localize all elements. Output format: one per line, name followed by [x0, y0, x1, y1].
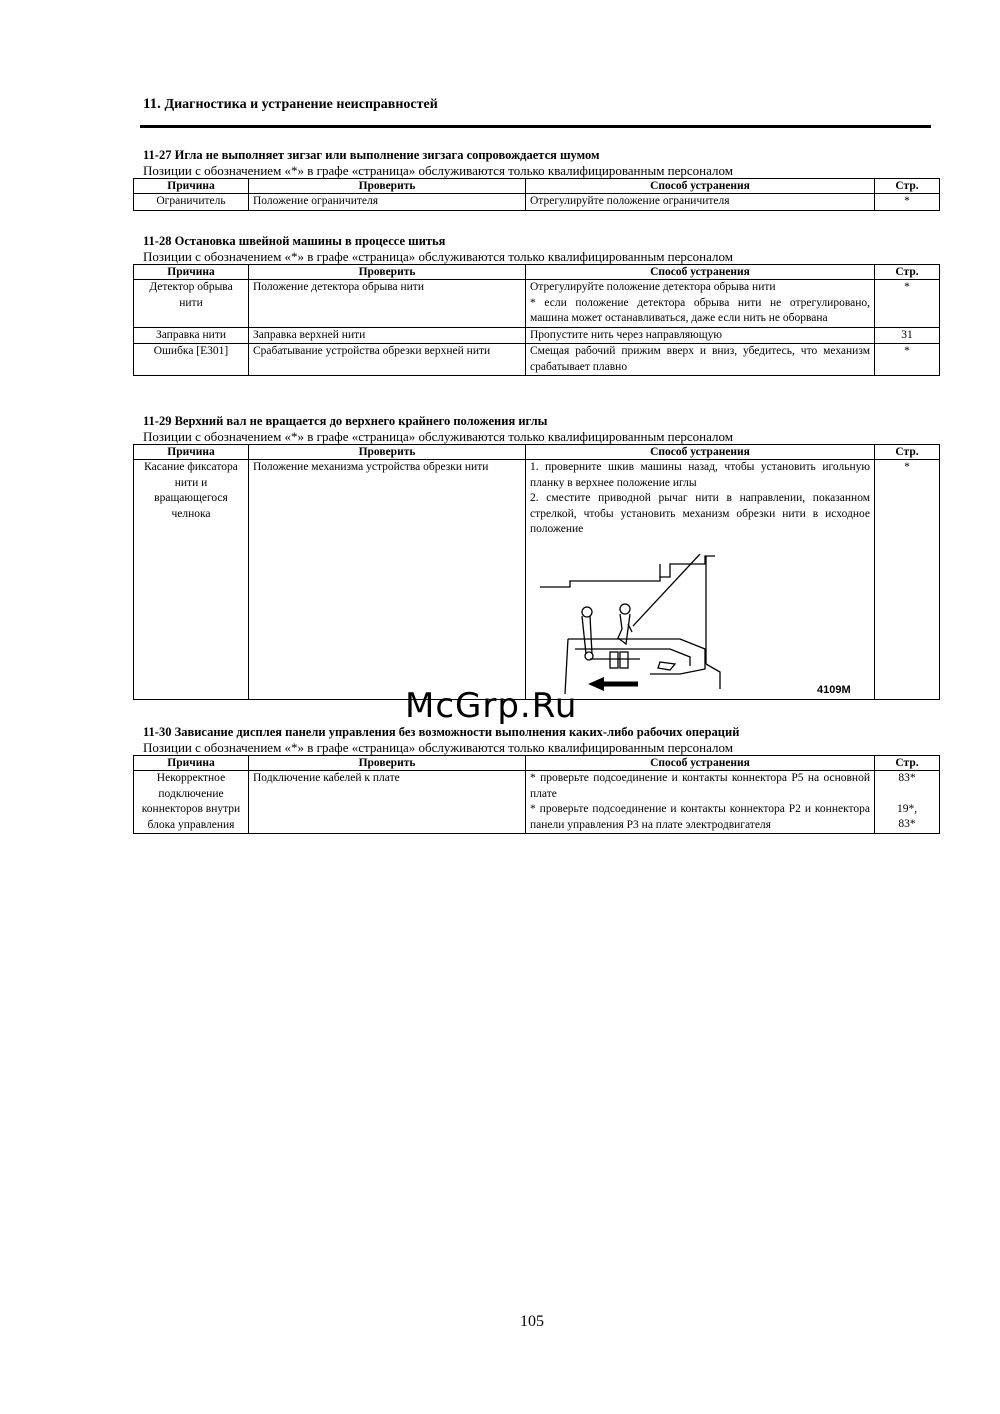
page-ref: 83* — [898, 818, 916, 830]
figure-label: 4109M — [817, 683, 851, 696]
table-row — [134, 460, 940, 700]
header-page: Стр. — [875, 265, 940, 280]
header-cause: Причина — [134, 756, 249, 771]
header-check: Проверить — [249, 445, 526, 460]
header-cause: Причина — [134, 445, 249, 460]
header-fix: Способ устранения — [526, 265, 875, 280]
section-11-30 — [133, 724, 939, 834]
table-header-row — [134, 265, 940, 280]
cause-cell: Заправка нити — [134, 327, 249, 344]
table-row — [134, 327, 940, 344]
page-cell: 31 — [875, 327, 940, 344]
chapter-heading — [143, 96, 438, 113]
header-page: Стр. — [875, 756, 940, 771]
section-11-29 — [133, 413, 939, 700]
fix-step: * проверьте подсоединение и контакты коннектора P2 и коннектора панели управления P3 на плате электродвигателя — [530, 803, 870, 831]
section-title: 11-30 Зависание дисплея панели управления без возможности выполнения каких-либо рабочих операций — [143, 725, 740, 739]
diagnostic-table — [133, 178, 940, 211]
header-check: Проверить — [249, 179, 526, 194]
fix-cell — [526, 771, 875, 834]
diagnostic-table — [133, 264, 940, 376]
chapter-title: Диагностика и устранение неисправностей — [164, 97, 438, 112]
header-page: Стр. — [875, 179, 940, 194]
section-title: 11-27 Игла не выполняет зигзаг или выполнение зигзага сопровождается шумом — [143, 148, 600, 162]
fix-cell — [526, 460, 875, 700]
page-cell: * — [875, 460, 940, 700]
section-note: Позиции с обозначением «*» в графе «страница» обслуживаются только квалифицированным персоналом — [143, 740, 733, 755]
header-cause: Причина — [134, 179, 249, 194]
table-row — [134, 344, 940, 376]
section-title: 11-28 Остановка швейной машины в процессе шитья — [143, 234, 446, 248]
fix-step: 2. сместите приводной рычаг нити в направлении, показанном стрелкой, чтобы установить механизм обрезки нити в исходное положение — [530, 492, 870, 535]
section-note: Позиции с обозначением «*» в графе «страница» обслуживаются только квалифицированным персоналом — [143, 429, 733, 444]
header-fix: Способ устранения — [526, 179, 875, 194]
check-cell: Положение детектора обрыва нити — [249, 280, 526, 328]
page-cell: * — [875, 194, 940, 211]
page-cell: * — [875, 344, 940, 376]
header-cause: Причина — [134, 265, 249, 280]
fix-step: * проверьте подсоединение и контакты коннектора P5 на основной плате — [530, 772, 870, 800]
fix-step: * если положение детектора обрыва нити не отрегулировано, машина может останавливаться, даже если нить не оборвана — [530, 296, 870, 324]
header-rule — [140, 125, 931, 128]
thread-trimmer-figure — [530, 554, 860, 699]
page-ref: 19*, — [896, 802, 918, 815]
table-header-row — [134, 179, 940, 194]
table-header-row — [134, 445, 940, 460]
cause-cell: Ошибка [E301] — [134, 344, 249, 376]
page-number: 105 — [520, 1313, 544, 1330]
check-cell: Заправка верхней нити — [249, 327, 526, 344]
section-note: Позиции с обозначением «*» в графе «страница» обслуживаются только квалифицированным персоналом — [143, 249, 733, 264]
header-fix: Способ устранения — [526, 445, 875, 460]
check-cell: Положение механизма устройства обрезки нити — [249, 460, 526, 700]
header-check: Проверить — [249, 756, 526, 771]
fix-step: Отрегулируйте положение детектора обрыва нити — [530, 281, 776, 293]
page-cell — [875, 771, 940, 834]
cause-cell: Ограничитель — [134, 194, 249, 211]
section-note: Позиции с обозначением «*» в графе «страница» обслуживаются только квалифицированным персоналом — [143, 163, 733, 178]
diagnostic-table — [133, 755, 940, 834]
header-fix: Способ устранения — [526, 756, 875, 771]
check-cell: Срабатывание устройства обрезки верхней нити — [249, 344, 526, 376]
check-cell: Подключение кабелей к плате — [249, 771, 526, 834]
page-ref: 83* — [898, 772, 916, 784]
fix-cell — [526, 280, 875, 328]
fix-cell: Смещая рабочий прижим вверх и вниз, убедитесь, что механизм срабатывает плавно — [526, 344, 875, 376]
section-11-27 — [133, 147, 939, 211]
fix-cell: Отрегулируйте положение ограничителя — [526, 194, 875, 211]
cause-cell: Некорректное подключение коннекторов внутри блока управления — [134, 771, 249, 834]
chapter-number: 11. — [143, 96, 161, 112]
cause-cell: Детектор обрыва нити — [134, 280, 249, 328]
table-header-row — [134, 756, 940, 771]
header-check: Проверить — [249, 265, 526, 280]
fix-step: 1. проверните шкив машины назад, чтобы установить игольную планку в верхнее положение иглы — [530, 461, 870, 489]
table-row — [134, 280, 940, 328]
thread-trimmer-diagram — [530, 554, 860, 699]
table-row — [134, 194, 940, 211]
table-row — [134, 771, 940, 834]
diagnostic-table — [133, 444, 940, 700]
header-page: Стр. — [875, 445, 940, 460]
check-cell: Положение ограничителя — [249, 194, 526, 211]
section-title: 11-29 Верхний вал не вращается до верхнего крайнего положения иглы — [143, 414, 548, 428]
page-cell: * — [875, 280, 940, 328]
cause-cell: Касание фиксатора нити и вращающегося челнока — [134, 460, 249, 700]
watermark: McGrp.Ru — [405, 686, 578, 726]
fix-cell: Пропустите нить через направляющую — [526, 327, 875, 344]
section-11-28 — [133, 233, 939, 376]
